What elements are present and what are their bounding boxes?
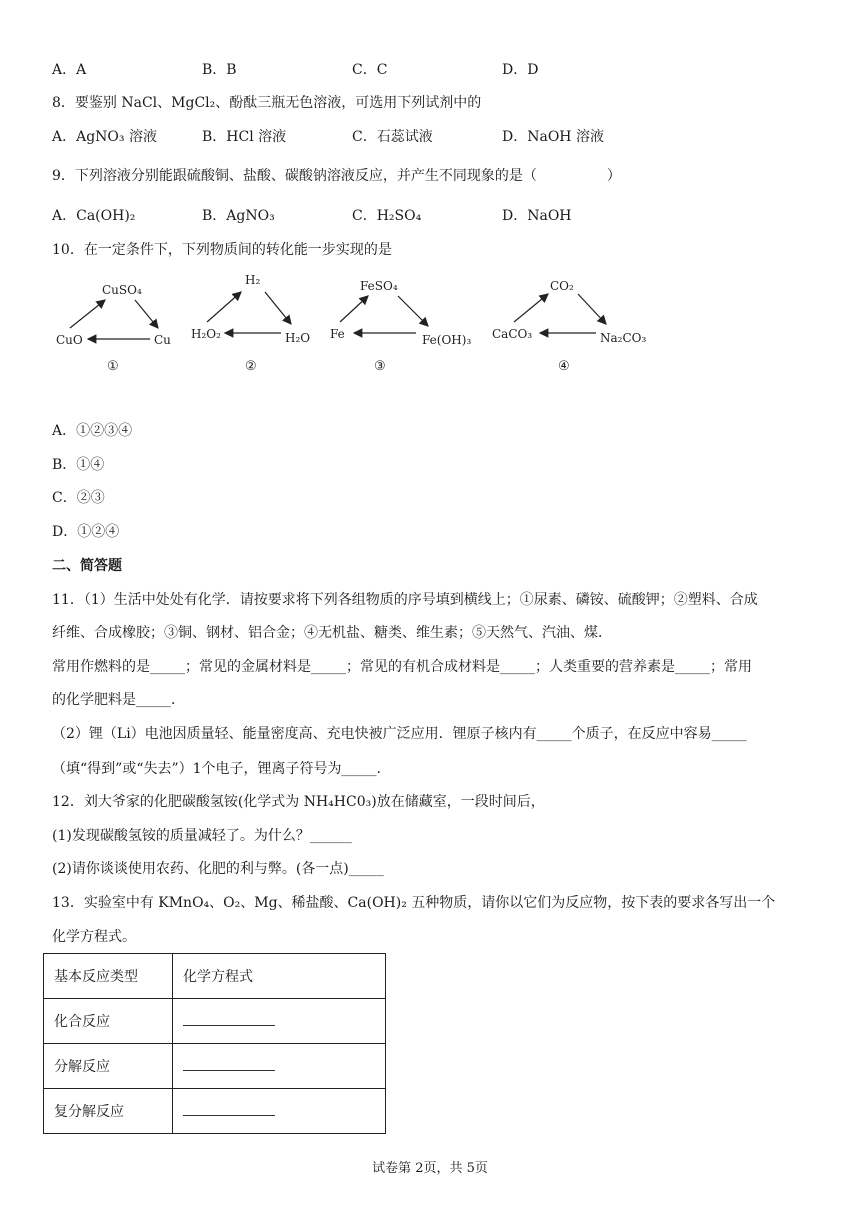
- diagram-2-top: H₂: [245, 273, 261, 287]
- q7-option-b: B．B: [202, 62, 237, 78]
- diagram-2-number: ②: [245, 359, 257, 374]
- q11-line-1: 11．（1）生活中处处有化学．请按要求将下列各组物质的序号填到横线上；①尿素、磷铵、硫酸钾；②塑料、合成: [52, 592, 758, 608]
- q10-stem: 10．在一定条件下，下列物质间的转化能一步实现的是: [52, 242, 392, 258]
- table-cell-type: 分解反应: [44, 1044, 173, 1089]
- q7-option-a: A．A: [52, 62, 87, 78]
- q9-option-c: C．H₂SO₄: [352, 208, 422, 224]
- diagram-4-number: ④: [558, 359, 570, 374]
- q8-option-a: A．AgNO₃ 溶液: [52, 129, 157, 145]
- q8-option-b: B．HCl 溶液: [202, 129, 287, 145]
- q12-line-2: (1)发现碳酸氢铵的质量减轻了。为什么？______: [52, 828, 352, 844]
- diagram-4-left: CaCO₃: [492, 327, 533, 341]
- diagram-2-right: H₂O: [285, 331, 311, 345]
- q9-option-a: A．Ca(OH)₂: [52, 208, 136, 224]
- conversion-diagram-2: [187, 270, 317, 375]
- table-row: [44, 1044, 386, 1089]
- table-row: [44, 999, 386, 1044]
- q13-line-1: 13．实验室中有 KMnO₄、O₂、Mg、稀盐酸、Ca(OH)₂ 五种物质，请你以它们为反应物，按下表的要求各写出一个: [52, 895, 776, 911]
- q10-option-a: A．①②③④: [52, 423, 133, 439]
- page-footer: 试卷第 2页，共 5页: [372, 1161, 488, 1176]
- diagram-4-top: CO₂: [550, 279, 574, 293]
- q7-option-d: D．D: [502, 62, 539, 78]
- q9-stem: 9．下列溶液分别能跟硫酸铜、盐酸、碳酸钠溶液反应，并产生不同现象的是（ ）: [52, 168, 621, 184]
- diagram-1-top: CuSO₄: [102, 283, 142, 297]
- conversion-diagram-1: [50, 270, 180, 375]
- diagram-3-right: Fe(OH)₃: [422, 333, 472, 347]
- q11-line-4: 的化学肥料是_____．: [52, 692, 185, 708]
- q11-line-3: 常用作燃料的是_____；常见的金属材料是_____；常见的有机合成材料是_____；人类重要的营养素是_____；常用: [52, 659, 752, 675]
- q9-option-b: B．AgNO₃: [202, 208, 275, 224]
- diagram-3-number: ③: [374, 359, 386, 374]
- answer-blank[interactable]: [173, 999, 386, 1044]
- q8-stem: 8．要鉴别 NaCl、MgCl₂、酚酞三瓶无色溶液，可选用下列试剂中的: [52, 95, 482, 111]
- q12-line-1: 12．刘大爷家的化肥碳酸氢铵(化学式为 NH₄HC0₃)放在储藏室，一段时间后，: [52, 794, 545, 810]
- q7-option-c: C．C: [352, 62, 388, 78]
- conversion-diagram-4: [490, 270, 660, 375]
- q8-option-c: C．石蕊试液: [352, 129, 433, 145]
- q9-option-d: D．NaOH: [502, 208, 572, 224]
- diagram-3-top: FeSO₄: [360, 279, 398, 293]
- table-cell-type: 化合反应: [44, 999, 173, 1044]
- diagram-3-left: Fe: [330, 327, 345, 341]
- section-title: 二、简答题: [52, 558, 122, 574]
- q11-line-5: （2）锂（Li）电池因质量轻、能量密度高、充电快被广泛应用．锂原子核内有_____个质子，在反应中容易_____: [52, 726, 747, 742]
- q10-option-b: B．①④: [52, 457, 105, 473]
- answer-blank[interactable]: [173, 1089, 386, 1134]
- table-header-row: [44, 954, 386, 999]
- q8-option-d: D．NaOH 溶液: [502, 129, 604, 145]
- table-header-type: 基本反应类型: [44, 954, 173, 999]
- diagram-1-left: CuO: [56, 333, 83, 347]
- q11-line-2: 纤维、合成橡胶；③铜、钢材、铝合金；④无机盐、糖类、维生素；⑤天然气、汽油、煤．: [52, 625, 612, 641]
- table-header-equation: 化学方程式: [173, 954, 386, 999]
- reaction-table: [43, 953, 386, 1134]
- q10-option-c: C．②③: [52, 490, 105, 506]
- table-row: [44, 1089, 386, 1134]
- diagram-1-number: ①: [107, 359, 119, 374]
- diagram-4-right: Na₂CO₃: [600, 331, 647, 345]
- table-cell-type: 复分解反应: [44, 1089, 173, 1134]
- conversion-diagram-3: [328, 270, 478, 375]
- diagram-1-right: Cu: [154, 333, 171, 347]
- q12-line-3: (2)请你谈谈使用农药、化肥的利与弊。(各一点)_____: [52, 861, 384, 877]
- diagram-2-left: H₂O₂: [191, 327, 221, 341]
- q13-line-2: 化学方程式。: [52, 929, 136, 945]
- answer-blank[interactable]: [173, 1044, 386, 1089]
- q11-line-6: （填“得到”或“失去”）1个电子，锂离子符号为_____.: [52, 761, 381, 777]
- q10-option-d: D．①②④: [52, 524, 120, 540]
